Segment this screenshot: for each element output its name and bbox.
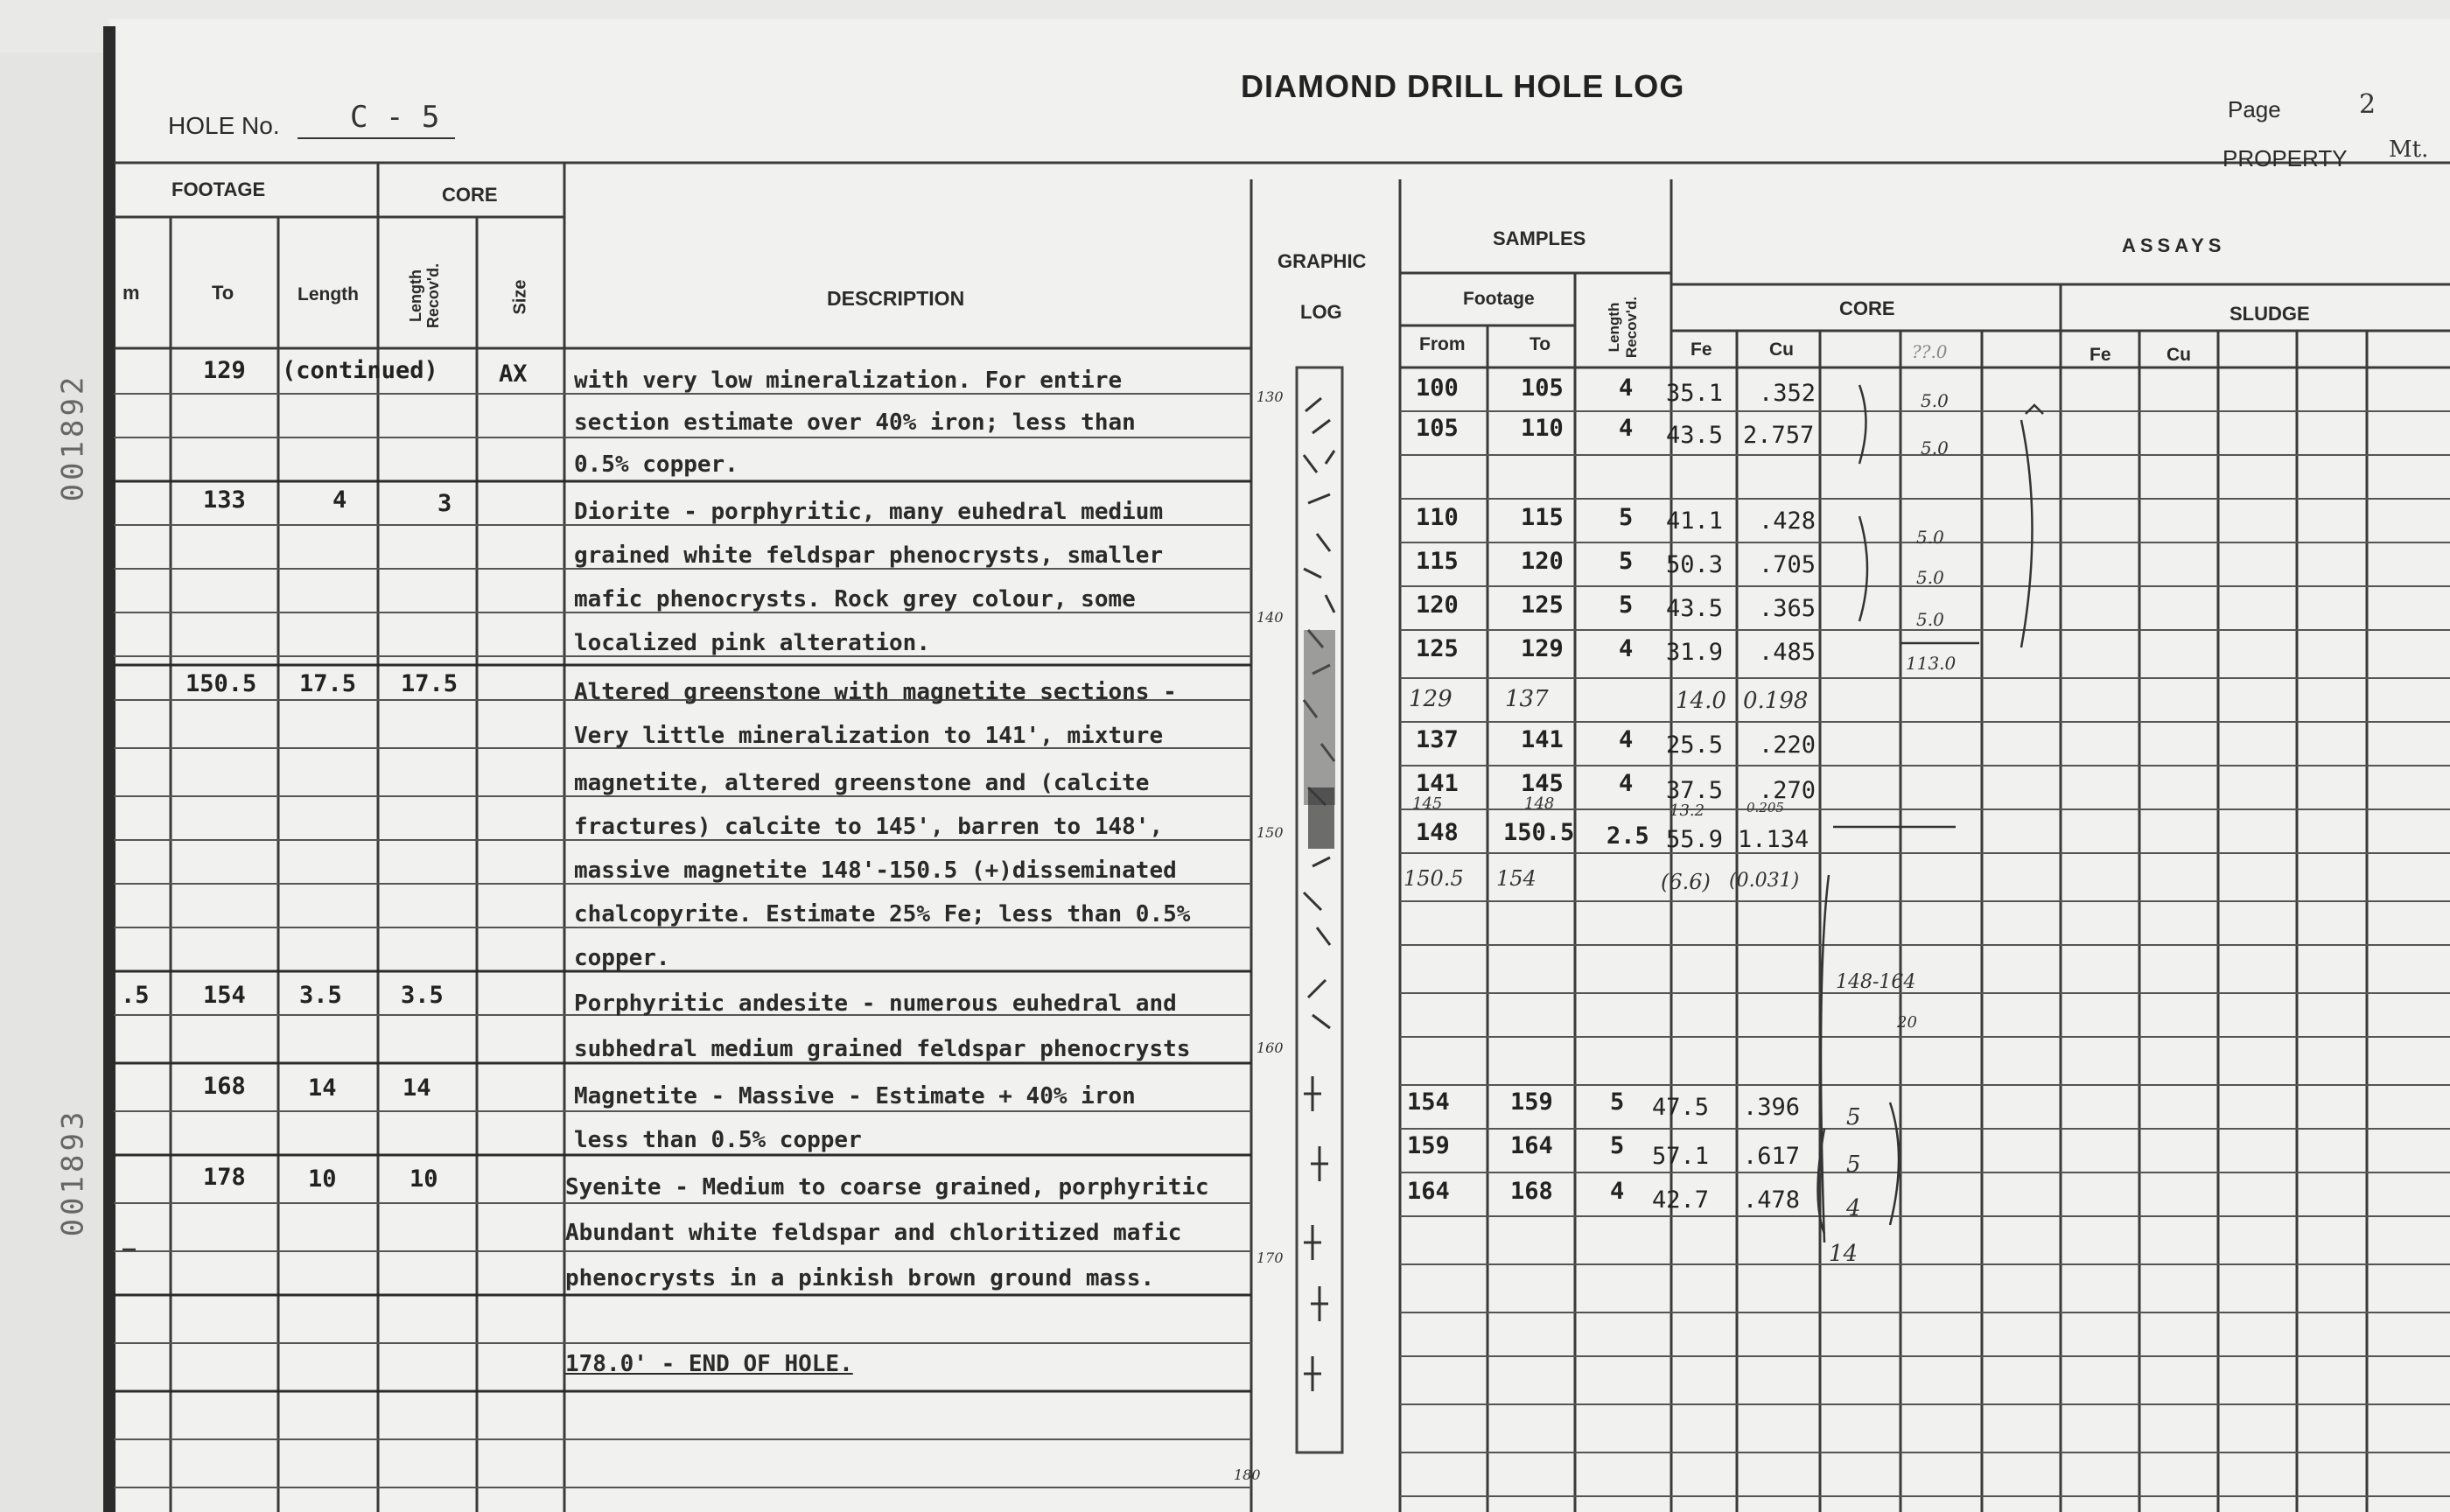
description-line: massive magnetite 148'-150.5 (+)disseminated bbox=[574, 858, 1177, 884]
assay-fe: 55.9 bbox=[1666, 826, 1724, 853]
assay-cu: 2.757 bbox=[1743, 422, 1815, 449]
page-number: 2 bbox=[2359, 89, 2376, 120]
footage-length: 10 bbox=[308, 1166, 337, 1193]
assay-cu: .705 bbox=[1759, 551, 1816, 578]
sample-to: 105 bbox=[1521, 374, 1564, 402]
sample-length-recovd-header: Length Recov'd. bbox=[1606, 296, 1640, 359]
property-label: PROPERTY bbox=[2222, 145, 2348, 172]
sample-from: 137 bbox=[1416, 726, 1459, 753]
core-size: AX bbox=[499, 360, 528, 388]
description-line: chalcopyrite. Estimate 25% Fe; less than 0.5% bbox=[574, 901, 1191, 928]
form-title: DIAMOND DRILL HOLE LOG bbox=[1241, 68, 1685, 104]
assay-cu: .352 bbox=[1759, 380, 1816, 407]
depth-tick: 150 bbox=[1256, 824, 1284, 841]
sample-from: 100 bbox=[1416, 374, 1459, 402]
sample-to: 120 bbox=[1521, 548, 1564, 575]
sample-length: 4 bbox=[1619, 635, 1634, 662]
footage-length: 14 bbox=[308, 1074, 337, 1102]
assay-cu: .485 bbox=[1759, 639, 1816, 666]
sample-from: 164 bbox=[1407, 1178, 1450, 1205]
sample-to: 164 bbox=[1510, 1132, 1553, 1159]
assay-fe: 31.9 bbox=[1666, 639, 1724, 666]
sample-length: 4 bbox=[1619, 770, 1634, 797]
sample-from: 129 bbox=[1409, 686, 1452, 712]
sample-from: 115 bbox=[1416, 548, 1459, 575]
sample-to: 110 bbox=[1521, 415, 1564, 442]
edge-number-bottom: 001893 bbox=[55, 1108, 91, 1237]
description-line: Very little mineralization to 141', mixture bbox=[574, 723, 1164, 749]
sample-length: 2.5 bbox=[1606, 822, 1649, 850]
description-line: phenocrysts in a pinkish brown ground mass. bbox=[565, 1265, 1155, 1292]
edge-number-top: 001892 bbox=[55, 373, 91, 502]
description-line: grained white feldspar phenocrysts, smaller bbox=[574, 542, 1164, 569]
samples-header: SAMPLES bbox=[1493, 228, 1586, 249]
assay-cu: .617 bbox=[1743, 1143, 1801, 1170]
sample-length: 5 bbox=[1610, 1088, 1625, 1116]
corrected-to: 148 bbox=[1524, 794, 1555, 813]
sample-length: 5 bbox=[1619, 548, 1634, 575]
sample-to: 150.5 bbox=[1503, 819, 1575, 846]
sample-to: 129 bbox=[1521, 635, 1564, 662]
assay-cu: .478 bbox=[1743, 1186, 1801, 1214]
assay-cu: 0.198 bbox=[1743, 688, 1809, 714]
assay-fe: 25.5 bbox=[1666, 732, 1724, 759]
sample-to: 137 bbox=[1505, 686, 1549, 712]
sample-from: 105 bbox=[1416, 415, 1459, 442]
sludge-fe-header: Fe bbox=[2090, 345, 2111, 365]
assay-fe: 57.1 bbox=[1652, 1143, 1710, 1170]
footage-length: 4 bbox=[332, 486, 347, 514]
footage-header: FOOTAGE bbox=[172, 178, 266, 200]
to-header: To bbox=[212, 282, 234, 304]
depth-tick: 170 bbox=[1256, 1250, 1284, 1266]
sample-to: 125 bbox=[1521, 592, 1564, 619]
assay-cu: .270 bbox=[1759, 777, 1816, 804]
range-note: 148-164 bbox=[1836, 971, 1916, 993]
from-header: m bbox=[122, 282, 140, 304]
footage-length: (continued) bbox=[282, 357, 438, 384]
sample-from: 150.5 bbox=[1404, 866, 1464, 891]
description-line: subhedral medium grained feldspar phenocrysts bbox=[574, 1036, 1191, 1062]
cu-header: Cu bbox=[1769, 340, 1794, 360]
sample-to: 168 bbox=[1510, 1178, 1553, 1205]
description-line: less than 0.5% copper bbox=[574, 1127, 862, 1153]
description-line: Syenite - Medium to coarse grained, porphyritic bbox=[565, 1174, 1209, 1200]
description-line: magnetite, altered greenstone and (calcite bbox=[574, 770, 1150, 796]
assay-note: 5 bbox=[1846, 1104, 1861, 1130]
sample-footage-header: Footage bbox=[1463, 289, 1535, 309]
assay-note: 5 bbox=[1846, 1152, 1861, 1178]
description-line: copper. bbox=[574, 945, 670, 971]
corrected-cu: 0.205 bbox=[1746, 800, 1784, 816]
description-header: DESCRIPTION bbox=[827, 287, 965, 310]
description-line: 0.5% copper. bbox=[574, 452, 738, 478]
description-line: Diorite - porphyritic, many euhedral medium bbox=[574, 499, 1164, 525]
sample-length: 4 bbox=[1610, 1178, 1625, 1205]
assay-fe: 41.1 bbox=[1666, 508, 1724, 535]
footage-to: 178 bbox=[203, 1164, 246, 1191]
sludge-cu-header: Cu bbox=[2166, 345, 2191, 365]
description-line: fractures) calcite to 145', barren to 148', bbox=[574, 814, 1164, 840]
assay-cu: .220 bbox=[1759, 732, 1816, 759]
sample-from: 120 bbox=[1416, 592, 1459, 619]
assay-note: 5.0 bbox=[1921, 438, 1949, 458]
footage-to: 154 bbox=[203, 982, 246, 1009]
description-line: section estimate over 40% iron; less than bbox=[574, 410, 1136, 436]
footage-to: 133 bbox=[203, 486, 246, 514]
depth-tick: 140 bbox=[1256, 609, 1284, 626]
depth-tick: 160 bbox=[1256, 1040, 1284, 1056]
sample-length: 5 bbox=[1610, 1132, 1625, 1159]
core-col-note: ??.0 bbox=[1912, 341, 1948, 362]
description-line: Abundant white feldspar and chloritized mafic bbox=[565, 1220, 1182, 1246]
end-of-hole-line: 178.0' - END OF HOLE. bbox=[565, 1351, 853, 1377]
core-recovd: 10 bbox=[410, 1166, 438, 1193]
core-length-recovd-header: Length Recov'd. bbox=[407, 262, 442, 329]
sample-from-header: From bbox=[1419, 334, 1466, 354]
assay-fe: 37.5 bbox=[1666, 777, 1724, 804]
sample-from: 110 bbox=[1416, 504, 1459, 531]
assay-note: 5.0 bbox=[1916, 609, 1944, 630]
sample-from: 159 bbox=[1407, 1132, 1450, 1159]
corrected-fe: 13.2 bbox=[1670, 802, 1705, 820]
sample-from: 141 bbox=[1416, 770, 1459, 797]
description-line: localized pink alteration. bbox=[574, 630, 930, 656]
core-recovd: 3.5 bbox=[401, 982, 444, 1009]
graphic-header: GRAPHIC bbox=[1278, 250, 1367, 272]
sample-to: 115 bbox=[1521, 504, 1564, 531]
assay-note: 4 bbox=[1846, 1195, 1861, 1222]
assay-core-header: CORE bbox=[1839, 298, 1895, 319]
hole-label: HOLE No. bbox=[168, 112, 280, 139]
assay-fe: 43.5 bbox=[1666, 595, 1724, 622]
description-line: Magnetite - Massive - Estimate + 40% iron bbox=[574, 1083, 1136, 1110]
assay-fe: (6.6) bbox=[1661, 870, 1711, 894]
assay-cu: .365 bbox=[1759, 595, 1816, 622]
sample-to: 141 bbox=[1521, 726, 1564, 753]
description-line: with very low mineralization. For entire bbox=[574, 368, 1123, 394]
page-label: Page bbox=[2228, 96, 2281, 122]
assay-cu: 1.134 bbox=[1738, 826, 1810, 853]
sample-from: 125 bbox=[1416, 635, 1459, 662]
corrected-from: 145 bbox=[1412, 794, 1443, 813]
hole-underline bbox=[298, 136, 455, 140]
core-recovd: 14 bbox=[402, 1074, 431, 1102]
sample-from: 154 bbox=[1407, 1088, 1450, 1116]
footage-to: 168 bbox=[203, 1073, 246, 1100]
assay-note: 113.0 bbox=[1906, 653, 1956, 674]
core-recovd: 17.5 bbox=[401, 670, 458, 697]
footage-from: .5 bbox=[121, 982, 150, 1009]
assay-fe: 47.5 bbox=[1652, 1094, 1710, 1121]
sample-length: 4 bbox=[1619, 415, 1634, 442]
sample-length: 5 bbox=[1619, 504, 1634, 531]
depth-tick: 180 bbox=[1234, 1466, 1261, 1483]
assays-header: ASSAYS bbox=[2122, 234, 2226, 256]
assay-cu: .396 bbox=[1743, 1094, 1801, 1121]
fe-header: Fe bbox=[1690, 340, 1712, 360]
sample-to: 154 bbox=[1496, 866, 1536, 891]
length-header: Length bbox=[298, 284, 359, 304]
footage-to: 150.5 bbox=[186, 670, 257, 697]
assay-note: 5.0 bbox=[1916, 527, 1944, 548]
assay-cu: (0.031) bbox=[1729, 870, 1800, 892]
assay-note: 5.0 bbox=[1921, 390, 1949, 411]
sample-to-header: To bbox=[1530, 334, 1551, 354]
sample-length: 4 bbox=[1619, 726, 1634, 753]
assay-fe: 42.7 bbox=[1652, 1186, 1710, 1214]
property-value: Mt. bbox=[2389, 136, 2429, 163]
core-recovd: 3 bbox=[438, 490, 452, 517]
sample-to: 159 bbox=[1510, 1088, 1553, 1116]
footage-to: 129 bbox=[203, 357, 246, 384]
hole-number: C - 5 bbox=[350, 100, 440, 135]
sample-to: 145 bbox=[1521, 770, 1564, 797]
assay-sludge-header: SLUDGE bbox=[2230, 303, 2310, 325]
description-line: Porphyritic andesite - numerous euhedral and bbox=[574, 990, 1177, 1017]
sample-length: 4 bbox=[1619, 374, 1634, 402]
description-line: Altered greenstone with magnetite sections - bbox=[574, 679, 1177, 705]
assay-fe: 50.3 bbox=[1666, 551, 1724, 578]
assay-cu: .428 bbox=[1759, 508, 1816, 535]
sample-length: 5 bbox=[1619, 592, 1634, 619]
core-header: CORE bbox=[442, 184, 498, 206]
description-line: mafic phenocrysts. Rock grey colour, some bbox=[574, 586, 1136, 612]
size-header: Size bbox=[510, 279, 530, 315]
assay-fe: 43.5 bbox=[1666, 422, 1724, 449]
range-sub-note: 20 bbox=[1897, 1013, 1917, 1032]
log-header: LOG bbox=[1300, 301, 1342, 323]
footage-length: 3.5 bbox=[299, 982, 342, 1009]
sample-from: 148 bbox=[1416, 819, 1459, 846]
assay-note: 5.0 bbox=[1916, 567, 1944, 588]
assay-fe: 35.1 bbox=[1666, 380, 1724, 407]
assay-fe: 14.0 bbox=[1676, 688, 1726, 714]
footage-length: 17.5 bbox=[299, 670, 357, 697]
depth-tick: 130 bbox=[1256, 388, 1284, 405]
total-note: 14 bbox=[1829, 1241, 1858, 1267]
